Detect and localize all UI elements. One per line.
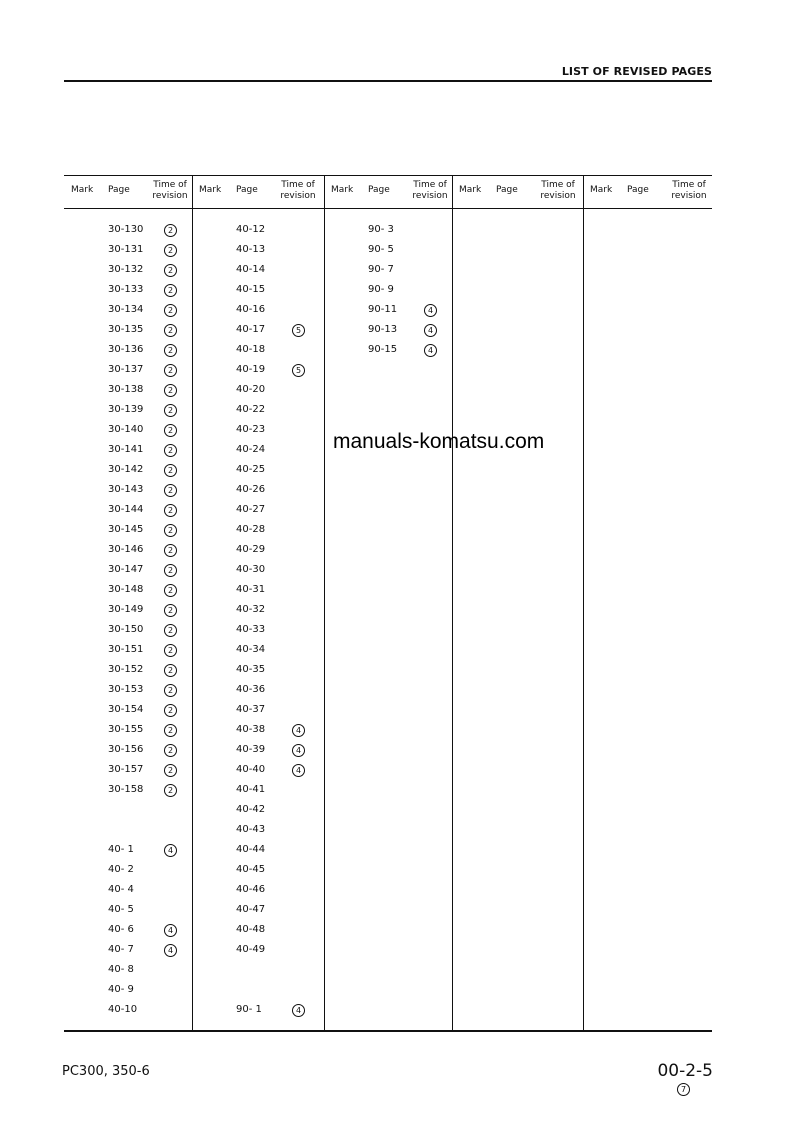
revision-mark: 2 xyxy=(164,684,177,697)
page-number-cell: 40-18 xyxy=(236,344,266,355)
page-number-cell: 30-140 xyxy=(108,424,144,435)
revision-mark: 4 xyxy=(164,944,177,957)
revision-mark: 2 xyxy=(164,784,177,797)
revision-mark: 2 xyxy=(164,464,177,477)
revision-mark: 4 xyxy=(424,344,437,357)
page-number-cell: 40- 5 xyxy=(108,904,134,915)
page-number-cell: 90- 5 xyxy=(368,244,394,255)
page-number-cell: 40-34 xyxy=(236,644,266,655)
revision-mark: 2 xyxy=(164,584,177,597)
page-number-cell: 40-36 xyxy=(236,684,266,695)
page-number-cell: 40-46 xyxy=(236,884,266,895)
header-time-line1: Time of xyxy=(413,180,447,190)
page-number-cell: 40-42 xyxy=(236,804,266,815)
revision-mark: 2 xyxy=(164,704,177,717)
page-number-cell: 30-132 xyxy=(108,264,144,275)
page-number-cell: 40-24 xyxy=(236,444,266,455)
header-time-line1: Time of xyxy=(672,180,706,190)
page-number-cell: 40-14 xyxy=(236,264,266,275)
revision-mark: 2 xyxy=(164,284,177,297)
page-number-cell: 40-25 xyxy=(236,464,266,475)
page-number-cell: 90- 3 xyxy=(368,224,394,235)
page-number-cell: 40-30 xyxy=(236,564,266,575)
header-page: Page xyxy=(236,185,258,195)
page-number-cell: 90-13 xyxy=(368,324,398,335)
page-number-cell: 40-39 xyxy=(236,744,266,755)
page-number-cell: 30-131 xyxy=(108,244,144,255)
revision-mark: 2 xyxy=(164,224,177,237)
header-time-line1: Time of xyxy=(281,180,315,190)
page-number-cell: 40-13 xyxy=(236,244,266,255)
page-number-cell: 40-45 xyxy=(236,864,266,875)
page-number-cell: 40- 9 xyxy=(108,984,134,995)
revision-mark: 2 xyxy=(164,444,177,457)
header-time-line2: revision xyxy=(540,191,576,201)
revision-mark: 2 xyxy=(164,504,177,517)
header-time-line1: Time of xyxy=(541,180,575,190)
page-number-cell: 40-17 xyxy=(236,324,266,335)
revision-mark: 2 xyxy=(164,524,177,537)
page-number-cell: 40-33 xyxy=(236,624,266,635)
footer-revision-mark: 7 xyxy=(677,1083,690,1096)
page-number-cell: 30-152 xyxy=(108,664,144,675)
page-number-cell: 40-19 xyxy=(236,364,266,375)
revision-mark: 5 xyxy=(292,364,305,377)
page-number-cell: 90- 7 xyxy=(368,264,394,275)
page-number-cell: 30-138 xyxy=(108,384,144,395)
page-number-cell: 40-27 xyxy=(236,504,266,515)
page-number-cell: 40- 2 xyxy=(108,864,134,875)
revision-mark: 2 xyxy=(164,244,177,257)
revision-mark: 2 xyxy=(164,724,177,737)
revision-mark: 4 xyxy=(424,304,437,317)
page-number-cell: 40- 7 xyxy=(108,944,134,955)
revision-mark: 5 xyxy=(292,324,305,337)
revision-mark: 2 xyxy=(164,624,177,637)
revision-mark: 2 xyxy=(164,384,177,397)
page-number-cell: 90- 9 xyxy=(368,284,394,295)
header-page: Page xyxy=(496,185,518,195)
column-header xyxy=(324,176,454,208)
revision-mark: 2 xyxy=(164,304,177,317)
page-number-cell: 40- 1 xyxy=(108,844,134,855)
page-number-cell: 40-26 xyxy=(236,484,266,495)
page-number-cell: 40- 8 xyxy=(108,964,134,975)
revision-mark: 4 xyxy=(292,744,305,757)
page-number-cell: 40-32 xyxy=(236,604,266,615)
page-number-cell: 30-133 xyxy=(108,284,144,295)
page-number-cell: 30-147 xyxy=(108,564,144,575)
page-number-cell: 90-11 xyxy=(368,304,398,315)
column-divider xyxy=(324,175,325,1031)
page-number-cell: 30-151 xyxy=(108,644,144,655)
header-time-line2: revision xyxy=(152,191,188,201)
page-number-cell: 40-48 xyxy=(236,924,266,935)
revision-mark: 2 xyxy=(164,544,177,557)
footer-page-number: 00-2-5 xyxy=(657,1061,713,1081)
page-number-cell: 40-10 xyxy=(108,1004,138,1015)
page-number-cell: 30-148 xyxy=(108,584,144,595)
header-rule xyxy=(64,80,712,82)
header-page: Page xyxy=(627,185,649,195)
page-number-cell: 40-22 xyxy=(236,404,266,415)
column-header xyxy=(192,176,322,208)
revision-mark: 2 xyxy=(164,564,177,577)
revision-mark: 2 xyxy=(164,364,177,377)
watermark: manuals-komatsu.com xyxy=(333,430,545,453)
revision-mark: 2 xyxy=(164,324,177,337)
page-number-cell: 40-41 xyxy=(236,784,266,795)
page-number-cell: 30-153 xyxy=(108,684,144,695)
page-number-cell: 30-137 xyxy=(108,364,144,375)
revision-mark: 4 xyxy=(164,844,177,857)
page-number-cell: 30-139 xyxy=(108,404,144,415)
page-number-cell: 40-16 xyxy=(236,304,266,315)
revision-mark: 2 xyxy=(164,264,177,277)
header-time-line2: revision xyxy=(671,191,707,201)
page-number-cell: 30-134 xyxy=(108,304,144,315)
page-number-cell: 40-31 xyxy=(236,584,266,595)
page-number-cell: 30-142 xyxy=(108,464,144,475)
table-header-rule xyxy=(64,208,712,209)
column-divider xyxy=(583,175,584,1031)
revision-mark: 2 xyxy=(164,744,177,757)
header-mark: Mark xyxy=(459,185,482,195)
revision-mark: 4 xyxy=(292,724,305,737)
revision-mark: 2 xyxy=(164,764,177,777)
page-number-cell: 40-28 xyxy=(236,524,266,535)
header-time-line2: revision xyxy=(280,191,316,201)
page-number-cell: 40-47 xyxy=(236,904,266,915)
page-number-cell: 40-38 xyxy=(236,724,266,735)
header-mark: Mark xyxy=(71,185,94,195)
page-number-cell: 40-43 xyxy=(236,824,266,835)
footer-model: PC300, 350-6 xyxy=(62,1064,150,1079)
page-title: LIST OF REVISED PAGES xyxy=(561,65,712,78)
revision-mark: 2 xyxy=(164,404,177,417)
page-number-cell: 30-145 xyxy=(108,524,144,535)
header-mark: Mark xyxy=(331,185,354,195)
page-number-cell: 40-29 xyxy=(236,544,266,555)
header-time-line1: Time of xyxy=(153,180,187,190)
revision-mark: 2 xyxy=(164,604,177,617)
page-number-cell: 40-40 xyxy=(236,764,266,775)
page-number-cell: 40- 6 xyxy=(108,924,134,935)
revision-mark: 4 xyxy=(292,1004,305,1017)
page-number-cell: 40-20 xyxy=(236,384,266,395)
column-header xyxy=(583,176,713,208)
page-number-cell: 30-144 xyxy=(108,504,144,515)
revision-mark: 2 xyxy=(164,484,177,497)
header-page: Page xyxy=(108,185,130,195)
revision-mark: 2 xyxy=(164,664,177,677)
revision-mark: 4 xyxy=(424,324,437,337)
page-number-cell: 30-130 xyxy=(108,224,144,235)
header-time-line2: revision xyxy=(412,191,448,201)
page-number-cell: 30-154 xyxy=(108,704,144,715)
page-number-cell: 40-15 xyxy=(236,284,266,295)
page-number-cell: 30-155 xyxy=(108,724,144,735)
page-number-cell: 30-143 xyxy=(108,484,144,495)
page-number-cell: 30-136 xyxy=(108,344,144,355)
revision-mark: 2 xyxy=(164,344,177,357)
page-number-cell: 30-141 xyxy=(108,444,144,455)
page-number-cell: 30-149 xyxy=(108,604,144,615)
page-number-cell: 30-146 xyxy=(108,544,144,555)
page-number-cell: 40- 4 xyxy=(108,884,134,895)
header-mark: Mark xyxy=(590,185,613,195)
page-number-cell: 40-44 xyxy=(236,844,266,855)
page-number-cell: 30-135 xyxy=(108,324,144,335)
page-number-cell: 30-150 xyxy=(108,624,144,635)
header-mark: Mark xyxy=(199,185,222,195)
column-divider xyxy=(192,175,193,1031)
revision-mark: 2 xyxy=(164,644,177,657)
page-number-cell: 30-158 xyxy=(108,784,144,795)
revision-mark: 4 xyxy=(164,924,177,937)
revision-mark: 2 xyxy=(164,424,177,437)
page-number-cell: 40-35 xyxy=(236,664,266,675)
column-header xyxy=(452,176,582,208)
page-number-cell: 40-37 xyxy=(236,704,266,715)
page-number-cell: 40-12 xyxy=(236,224,266,235)
page-number-cell: 30-156 xyxy=(108,744,144,755)
column-header xyxy=(64,176,194,208)
page-number-cell: 30-157 xyxy=(108,764,144,775)
page-number-cell: 90- 1 xyxy=(236,1004,262,1015)
page-number-cell: 90-15 xyxy=(368,344,398,355)
page-number-cell: 40-49 xyxy=(236,944,266,955)
column-divider xyxy=(452,175,453,1031)
revision-mark: 4 xyxy=(292,764,305,777)
header-page: Page xyxy=(368,185,390,195)
page-number-cell: 40-23 xyxy=(236,424,266,435)
table-bottom-rule xyxy=(64,1030,712,1032)
